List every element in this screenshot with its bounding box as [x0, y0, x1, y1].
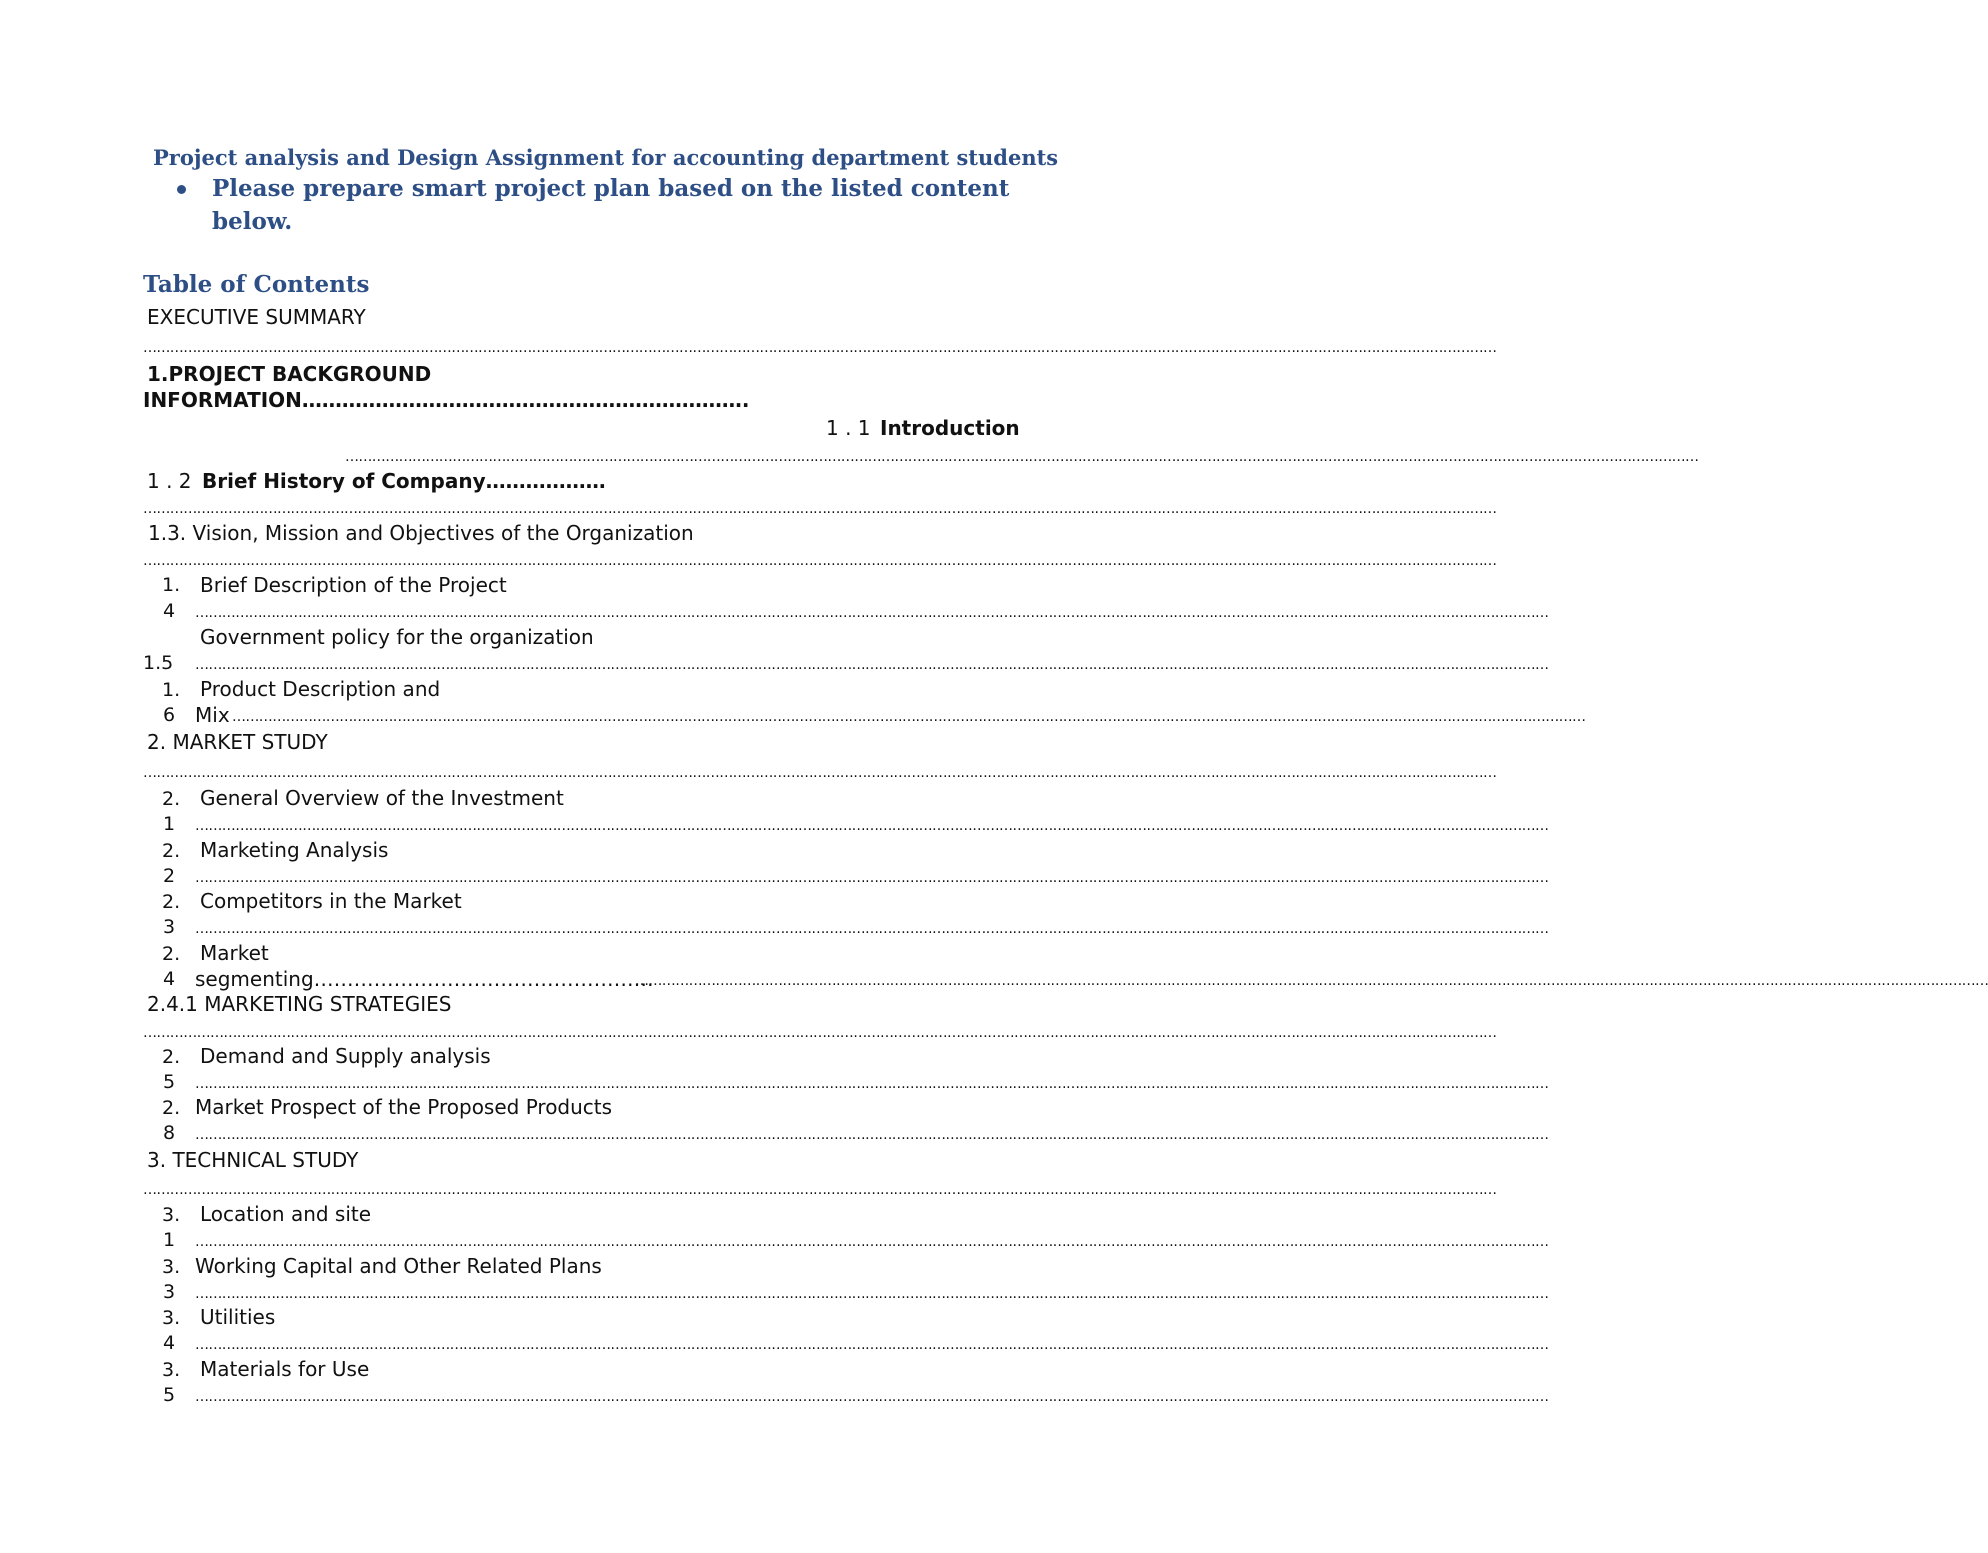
leader-dots: …………………………………………………………………………………………………………………………………………………………………………………………………………………………………………………………………………… — [195, 1286, 1549, 1302]
document-title: Project analysis and Design Assignment for accounting department students — [153, 145, 1059, 170]
leader-dots: …………………………………………………………………………………………………………………………………………………………………………………………………………………………………………………………………………… — [195, 1127, 1549, 1143]
leader-dots: …………………………………………………………………………………………………………………………………………………………………………………………………………………………………………………………………………… — [195, 921, 1549, 937]
toc-2-4-label-1: Market — [200, 941, 269, 965]
toc-section-2-label: 2. MARKET STUDY — [147, 730, 328, 754]
leader-dots: …………………………………………………………………………………………………………………………………………………………………………………………………………………………………………………………………………… — [195, 1234, 1549, 1250]
toc-3-1-number-a: 3. — [162, 1204, 181, 1226]
toc-3-5-number-a: 3. — [162, 1359, 181, 1381]
toc-3-1-label: Location and site — [200, 1202, 372, 1226]
leader-dots: …………………………………………………………………………………………………………………………………………………………………………………………………………………………………………………………………………… — [143, 1025, 1497, 1041]
toc-3-5-label: Materials for Use — [200, 1357, 370, 1381]
toc-section-1-line-2: INFORMATION…………………………………………………………. — [143, 388, 750, 412]
instruction-line-2: below. — [212, 208, 293, 235]
toc-1-6-number-b: 6 — [163, 704, 176, 726]
toc-1-2-number: 1 . 2 — [147, 469, 192, 493]
toc-2-2-number-b: 2 — [163, 865, 176, 887]
leader-dots: …………………………………………………………………………………………………………………………………………………………………………………………………………………………………………………………………………… — [195, 605, 1549, 621]
toc-executive-summary: EXECUTIVE SUMMARY — [147, 305, 366, 329]
leader-dots: …………………………………………………………………………………………………………………………………………………………………………………………………………………………………………………………………………… — [143, 1182, 1497, 1198]
toc-3-4-number-b: 4 — [163, 1332, 176, 1354]
toc-1-2-label: Brief History of Company……………… — [202, 469, 606, 493]
toc-1-1-label: Introduction — [880, 416, 1020, 440]
toc-2-8-number-a: 2. — [162, 1097, 181, 1119]
toc-section-1-line-1: 1.PROJECT BACKGROUND — [147, 362, 432, 386]
toc-2-4-number-a: 2. — [162, 943, 181, 965]
toc-2-4-label-2: segmenting…………………………………………… — [195, 967, 654, 991]
leader-dots: …………………………………………………………………………………………………………………………………………………………………………………………………………………………………………………………………………… — [143, 553, 1497, 569]
toc-3-3-number-a: 3. — [162, 1256, 181, 1278]
toc-2-1-label: General Overview of the Investment — [200, 786, 564, 810]
leader-dots: …………………………………………………………………………………………………………………………………………………………………………………………………………………………………………………………………………… — [143, 340, 1497, 356]
leader-dots: …………………………………………………………………………………………………………………………………………………………………………………………………………………………………………………………………………… — [195, 657, 1549, 673]
toc-1-6-number-a: 1. — [162, 679, 181, 701]
toc-2-3-number-b: 3 — [163, 916, 176, 938]
instruction-line-1: Please prepare smart project plan based on the listed content — [212, 175, 1010, 202]
toc-1-3-label: 1.3. Vision, Mission and Objectives of the Organization — [148, 521, 694, 545]
leader-dots: …………………………………………………………………………………………………………………………………………………………………………………………………………………………………………………………………………… — [195, 818, 1549, 834]
toc-1-6-label-2: Mix — [195, 703, 230, 727]
toc-section-3-label: 3. TECHNICAL STUDY — [147, 1148, 359, 1172]
toc-2-3-number-a: 2. — [162, 891, 181, 913]
toc-2-5-number-b: 5 — [163, 1071, 176, 1093]
toc-1-4-number-a: 1. — [162, 574, 181, 596]
leader-dots: …………………………………………………………………………………………………………………………………………………………………………………………………………………………………………………………………………… — [195, 1337, 1549, 1353]
toc-2-4-number-b: 4 — [163, 968, 176, 990]
leader-dots: …………………………………………………………………………………………………………………………………………………………………………………………………………………………………………………………………………… — [635, 973, 1988, 989]
toc-1-6-label-1: Product Description and — [200, 677, 441, 701]
toc-2-1-number-a: 2. — [162, 788, 181, 810]
leader-dots: …………………………………………………………………………………………………………………………………………………………………………………………………………………………………………………………………………… — [195, 1076, 1549, 1092]
toc-2-2-number-a: 2. — [162, 840, 181, 862]
bullet-icon — [177, 185, 186, 194]
leader-dots: …………………………………………………………………………………………………………………………………………………………………………………………………………………………………………………………………………… — [143, 501, 1497, 517]
leader-dots: …………………………………………………………………………………………………………………………………………………………………………………………………………………………………………………………………………… — [195, 870, 1549, 886]
toc-2-5-label: Demand and Supply analysis — [200, 1044, 491, 1068]
toc-3-5-number-b: 5 — [163, 1384, 176, 1406]
leader-dots: …………………………………………………………………………………………………………………………………………………………………………………………………………………………………………………………………………… — [345, 449, 1699, 465]
leader-dots: …………………………………………………………………………………………………………………………………………………………………………………………………………………………………………………………………………… — [143, 765, 1497, 781]
toc-1-5-number: 1.5 — [143, 652, 174, 674]
toc-1-1-number: 1 . 1 — [826, 416, 871, 440]
toc-2-1-number-b: 1 — [163, 813, 176, 835]
toc-2-3-label: Competitors in the Market — [200, 889, 462, 913]
toc-3-3-number-b: 3 — [163, 1281, 176, 1303]
toc-2-4-1-label: 2.4.1 MARKETING STRATEGIES — [147, 992, 452, 1016]
toc-2-8-label: Market Prospect of the Proposed Products — [195, 1095, 613, 1119]
toc-heading: Table of Contents — [143, 271, 370, 298]
toc-2-5-number-a: 2. — [162, 1046, 181, 1068]
leader-dots: …………………………………………………………………………………………………………………………………………………………………………………………………………………………………………………………………………… — [232, 709, 1586, 725]
toc-1-4-number-b: 4 — [163, 600, 176, 622]
toc-1-5-label: Government policy for the organization — [200, 625, 594, 649]
toc-3-3-label: Working Capital and Other Related Plans — [195, 1254, 602, 1278]
toc-3-4-label: Utilities — [200, 1305, 276, 1329]
leader-dots: …………………………………………………………………………………………………………………………………………………………………………………………………………………………………………………………………………… — [195, 1389, 1549, 1405]
toc-3-1-number-b: 1 — [163, 1229, 176, 1251]
toc-1-4-label: Brief Description of the Project — [200, 573, 507, 597]
toc-3-4-number-a: 3. — [162, 1307, 181, 1329]
toc-2-2-label: Marketing Analysis — [200, 838, 389, 862]
toc-2-8-number-b: 8 — [163, 1122, 176, 1144]
